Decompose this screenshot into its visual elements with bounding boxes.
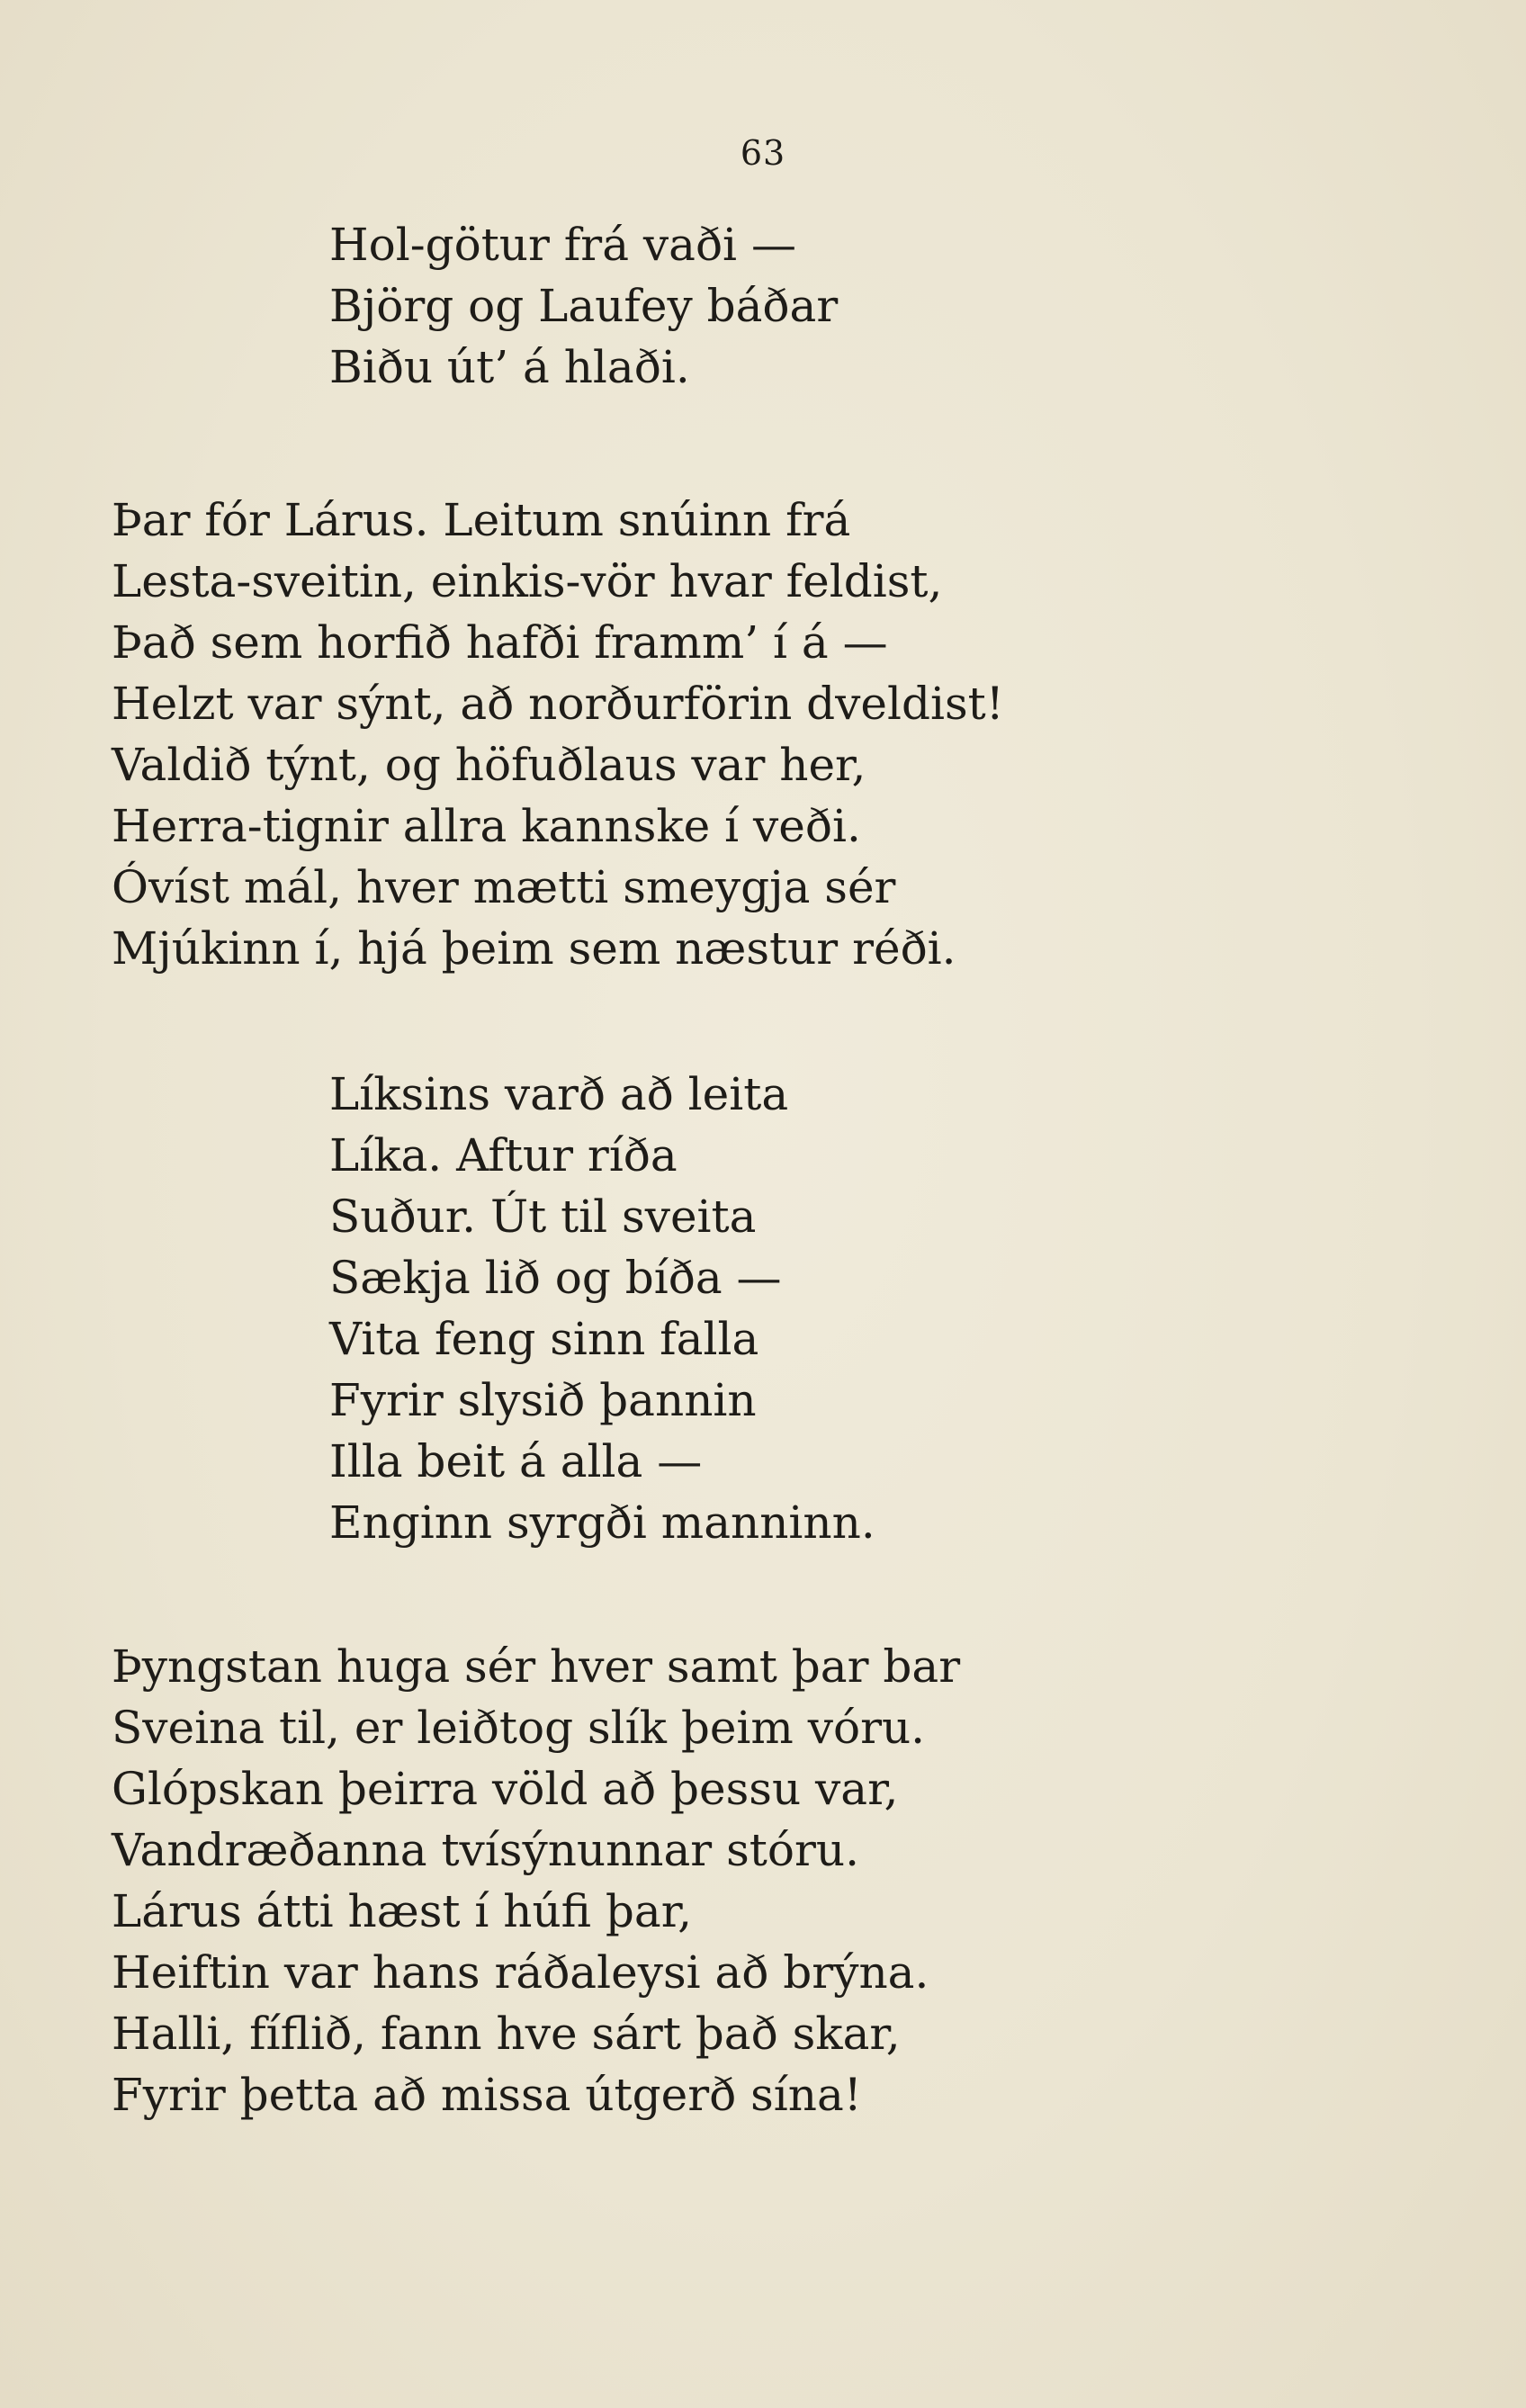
stanza-2 — [112, 490, 1004, 979]
verse-line: Hol-götur frá vaði — — [329, 219, 796, 271]
verse-line: Enginn syrgði manninn. — [329, 1496, 875, 1549]
verse-line: Líksins varð að leita — [329, 1068, 789, 1120]
verse-line: Biðu út’ á hlaði. — [329, 341, 690, 393]
verse-line: Lárus átti hæst í húfi þar, — [112, 1885, 693, 1937]
verse-line: Líka. Aftur ríða — [329, 1129, 678, 1182]
stanza-3 — [329, 1064, 875, 1553]
verse-line: Þar fór Lárus. Leitum snúinn frá — [112, 494, 851, 546]
verse-line: Halli, fíflið, fann hve sárt það skar, — [112, 2008, 901, 2060]
verse-line: Fyrir þetta að missa útgerð sína! — [112, 2069, 862, 2121]
verse-line: Björg og Laufey báðar — [329, 280, 839, 332]
stanza-1 — [329, 214, 838, 398]
stanza-4 — [112, 1636, 960, 2125]
verse-line: Vandræðanna tvísýnunnar stóru. — [112, 1824, 859, 1876]
verse-line: Þyngstan huga sér hver samt þar bar — [112, 1640, 961, 1693]
verse-line: Sækja lið og bíða — — [329, 1252, 782, 1304]
verse-line: Glópskan þeirra völd að þessu var, — [112, 1763, 899, 1815]
verse-line: Sveina til, er leiðtog slík þeim vóru. — [112, 1702, 926, 1754]
verse-line: Suður. Út til sveita — [329, 1191, 757, 1243]
verse-line: Herra-tignir allra kannske í veði. — [112, 800, 861, 852]
verse-line: Óvíst mál, hver mætti smeygja sér — [112, 861, 896, 913]
verse-line: Illa beit á alla — — [329, 1435, 703, 1487]
verse-line: Helzt var sýnt, að norðurförin dveldist! — [112, 678, 1004, 730]
page-number: 63 — [740, 133, 786, 173]
verse-line: Fyrir slysið þannin — [329, 1374, 757, 1426]
verse-line: Mjúkinn í, hjá þeim sem næstur réði. — [112, 922, 956, 975]
verse-line: Heiftin var hans ráðaleysi að brýna. — [112, 1946, 929, 1999]
verse-line: Vita feng sinn falla — [329, 1313, 759, 1365]
verse-line: Það sem horfið hafði framm’ í á — — [112, 616, 888, 669]
verse-line: Lesta-sveitin, einkis-vör hvar feldist, — [112, 555, 943, 607]
verse-line: Valdið týnt, og höfuðlaus var her, — [112, 739, 866, 791]
